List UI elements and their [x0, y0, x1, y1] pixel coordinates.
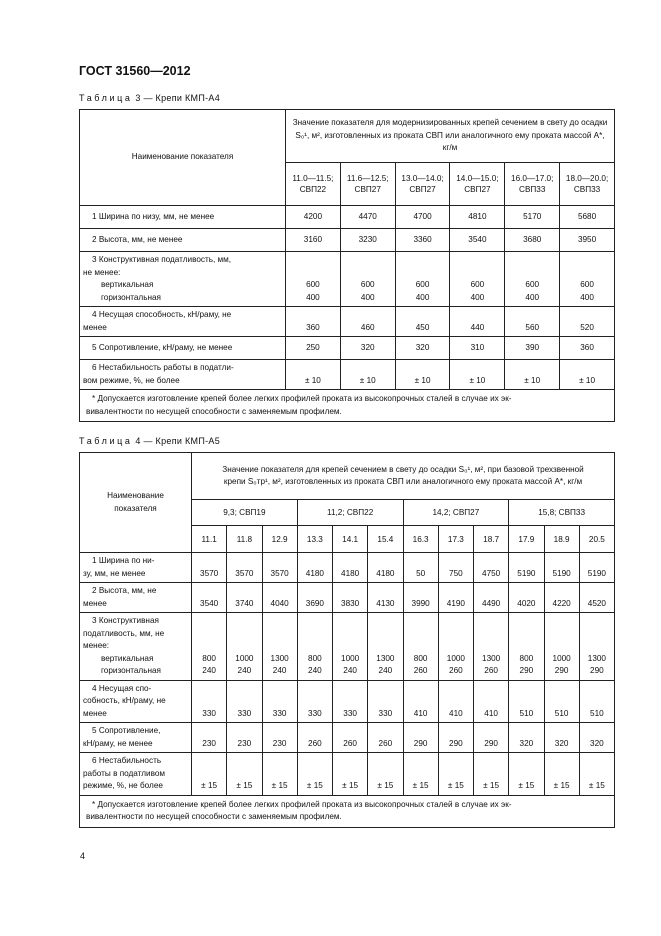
- table-cell: 4020: [509, 583, 544, 613]
- table-cell: 440: [450, 307, 505, 337]
- table-cell: 4190: [438, 583, 473, 613]
- table-cell: 4490: [474, 583, 509, 613]
- table4-group-header: 11,2; СВП22: [297, 500, 403, 526]
- row-label: 2 Высота, мм, не: [92, 586, 157, 595]
- table-cell: 320: [395, 337, 450, 360]
- row-label: менее:: [83, 641, 110, 650]
- table4-value-header: [192, 453, 615, 500]
- table4-col-header: 17.9: [509, 526, 544, 553]
- table-cell: 240: [237, 666, 252, 675]
- row-label: менее: [83, 598, 107, 608]
- table4-col-header: 12.9: [262, 526, 297, 553]
- table-cell: 320: [509, 723, 544, 753]
- table-cell: 260: [368, 723, 403, 753]
- table-row: [80, 229, 615, 252]
- table-cell: ± 15: [403, 753, 438, 796]
- table4-caption-number: 4: [135, 436, 141, 446]
- table4-caption: [79, 436, 220, 446]
- table3-caption-title: — Крепи КМП-А4: [143, 93, 221, 103]
- table-cell: 3570: [192, 553, 227, 583]
- table-cell: 290: [554, 666, 569, 675]
- table-cell: 1300: [376, 653, 395, 663]
- footnote: вивалентности по несущей способности с заменяемым профилем.: [86, 406, 342, 416]
- row-label: 3 Конструктивная податливость, мм,: [92, 255, 232, 264]
- table4-value-header-line: крепи S₀тр¹, м², изготовленных из проката СВП или аналогичного ему проката массой А*, кг/м: [223, 477, 583, 486]
- row-label: 2 Высота, мм, не менее: [92, 234, 183, 244]
- table4-group-header: 14,2; СВП27: [403, 500, 509, 526]
- table-cell: 400: [525, 292, 540, 302]
- table-cell: 3230: [340, 229, 395, 252]
- table-cell: 1300: [270, 653, 289, 663]
- table4-col-header: 14.1: [333, 526, 368, 553]
- table-cell: 3990: [403, 583, 438, 613]
- table-cell: 3830: [333, 583, 368, 613]
- table-cell: 600: [306, 280, 320, 289]
- table-cell: 310: [450, 337, 505, 360]
- table-cell: 240: [378, 666, 393, 675]
- table-cell: 1000: [341, 653, 360, 663]
- table-cell: ± 15: [474, 753, 509, 796]
- table-cell: 230: [192, 723, 227, 753]
- table-cell: 3950: [560, 229, 615, 252]
- table-cell: 290: [438, 723, 473, 753]
- row-sublabel: вертикальная: [101, 280, 154, 289]
- table-row: [80, 360, 615, 390]
- table4-name-header: [80, 453, 192, 553]
- table4-name-header-line: показателя: [114, 503, 157, 513]
- table-cell: 5190: [544, 553, 579, 583]
- table4-col-header: 11.1: [192, 526, 227, 553]
- table4-col-header: 13.3: [297, 526, 332, 553]
- table3-name-header: Наименование показателя: [80, 110, 286, 206]
- table-cell: 290: [474, 723, 509, 753]
- table-cell: ± 15: [368, 753, 403, 796]
- row-label: 5 Сопротивление,: [92, 726, 161, 735]
- table-cell: 240: [308, 666, 322, 675]
- table-cell: 800: [202, 653, 216, 663]
- table-cell: 510: [544, 680, 579, 723]
- row-label: менее: [83, 708, 107, 718]
- table-cell: 510: [579, 680, 614, 723]
- footnote: * Допускается изготовление крепей более легких профилей проката из высокопрочных сталей в случае их эк-: [92, 394, 512, 403]
- table-cell: 240: [272, 666, 287, 675]
- table-cell: 410: [474, 680, 509, 723]
- table-cell: 50: [403, 553, 438, 583]
- table-cell: 240: [343, 666, 357, 675]
- table-cell: 3690: [297, 583, 332, 613]
- row-label: 1 Ширина по ни-: [92, 556, 155, 565]
- table-cell: 360: [286, 307, 341, 337]
- table-cell: 510: [509, 680, 544, 723]
- row-label: режиме, %, не более: [83, 781, 163, 790]
- row-label: 3 Конструктивная: [92, 616, 159, 625]
- table-cell: 230: [262, 723, 297, 753]
- table-cell: 290: [403, 723, 438, 753]
- table4-col-header: 18.9: [544, 526, 579, 553]
- table-cell: 5170: [505, 206, 560, 229]
- table-cell: 400: [470, 292, 485, 302]
- table4-caption-label: Таблица: [79, 436, 133, 446]
- table-cell: 600: [580, 280, 594, 289]
- table-row: [80, 252, 615, 307]
- table-cell: 400: [580, 292, 594, 302]
- table3-col-header: 18.0—20.0; СВП33: [560, 163, 615, 206]
- table-cell: 1300: [482, 653, 501, 663]
- table-cell: 290: [519, 666, 534, 675]
- table-cell: 330: [368, 680, 403, 723]
- row-label: податливость, мм, не: [83, 628, 165, 638]
- table-cell: ± 15: [579, 753, 614, 796]
- table4-col-header: 16.3: [403, 526, 438, 553]
- table3-col-header: 13.0—14.0; СВП27: [395, 163, 450, 206]
- table-cell: 4200: [286, 206, 341, 229]
- table-cell: 800: [308, 653, 322, 663]
- table-cell: 400: [360, 292, 375, 302]
- table-cell: 240: [202, 666, 216, 675]
- table-cell: 3680: [505, 229, 560, 252]
- table-cell: ± 10: [560, 360, 615, 390]
- table-cell: ± 15: [544, 753, 579, 796]
- table-cell: 410: [438, 680, 473, 723]
- table-cell: 600: [470, 280, 485, 289]
- table-cell: 1000: [235, 653, 254, 663]
- row-label: 6 Нестабильность работы в податли-: [92, 363, 234, 372]
- table-cell: 330: [192, 680, 227, 723]
- table-cell: 330: [333, 680, 368, 723]
- table-cell: 5680: [560, 206, 615, 229]
- table-cell: 250: [286, 337, 341, 360]
- table-cell: 3540: [192, 583, 227, 613]
- table4-value-header-line: Значение показателя для крепей сечением в свету до осадки S₀¹, м², при базовой трехзвенной: [222, 464, 584, 474]
- row-label: 6 Нестабильность: [92, 756, 162, 765]
- row-sublabel: горизонтальная: [101, 666, 161, 675]
- table-cell: 260: [333, 723, 368, 753]
- table-cell: 4180: [368, 553, 403, 583]
- table-row: [80, 206, 615, 229]
- table-cell: 1000: [552, 653, 571, 663]
- table-row: [80, 337, 615, 360]
- table-cell: 320: [544, 723, 579, 753]
- table-row: [80, 680, 615, 723]
- table-cell: 450: [395, 307, 450, 337]
- page-number: 4: [80, 851, 86, 861]
- table-cell: 600: [415, 280, 430, 289]
- row-label: не менее:: [83, 267, 121, 277]
- table-cell: ± 15: [438, 753, 473, 796]
- table-row: [80, 723, 615, 753]
- footnote: * Допускается изготовление крепей более легких профилей проката из высокопрочных сталей в случае их эк-: [92, 799, 512, 809]
- table-cell: 3160: [286, 229, 341, 252]
- row-sublabel: вертикальная: [101, 653, 154, 663]
- table-cell: 1000: [446, 653, 465, 663]
- table-cell: ± 10: [505, 360, 560, 390]
- table-row: [80, 553, 615, 583]
- table-cell: 400: [306, 292, 320, 302]
- table-cell: 260: [449, 666, 463, 675]
- table-cell: 4040: [262, 583, 297, 613]
- footnote: вивалентности по несущей способности с заменяемым профилем.: [86, 812, 342, 821]
- table-cell: 3570: [262, 553, 297, 583]
- table-footnote-row: [80, 795, 615, 827]
- row-label: 1 Ширина по низу, мм, не менее: [92, 211, 215, 221]
- table-cell: 5190: [579, 553, 614, 583]
- row-label: работы в податливом: [83, 768, 166, 778]
- row-sublabel: горизонтальная: [101, 292, 161, 302]
- table-cell: 330: [227, 680, 262, 723]
- table4-col-header: 15.4: [368, 526, 403, 553]
- table-row: [80, 753, 615, 796]
- row-label: кН/раму, не менее: [83, 738, 153, 748]
- table-cell: 260: [413, 666, 428, 675]
- table-cell: 4180: [333, 553, 368, 583]
- table-cell: 4700: [395, 206, 450, 229]
- table-cell: 5190: [509, 553, 544, 583]
- row-label: 5 Сопротивление, кН/раму, не менее: [92, 342, 233, 352]
- table-row: [80, 613, 615, 681]
- table3-caption: [79, 93, 220, 103]
- table-cell: ± 10: [395, 360, 450, 390]
- row-label: менее: [83, 322, 107, 332]
- table4-caption-title: — Крепи КМП-А5: [143, 436, 221, 446]
- table-row: [80, 307, 615, 337]
- table-cell: 4750: [474, 553, 509, 583]
- table-cell: 410: [403, 680, 438, 723]
- table4-col-header: 11.8: [227, 526, 262, 553]
- table-cell: ± 15: [262, 753, 297, 796]
- table-footnote-row: [80, 390, 615, 422]
- table-cell: 390: [505, 337, 560, 360]
- table-cell: 4470: [340, 206, 395, 229]
- table-cell: 800: [519, 653, 534, 663]
- table3-caption-number: 3: [135, 93, 141, 103]
- table-header-row: [80, 110, 615, 163]
- table-cell: ± 15: [297, 753, 332, 796]
- table-cell: 330: [262, 680, 297, 723]
- table3-col-header: 14.0—15.0; СВП27: [450, 163, 505, 206]
- table-cell: 320: [340, 337, 395, 360]
- table4-group-header: 15,8; СВП33: [509, 500, 615, 526]
- table-cell: 3740: [227, 583, 262, 613]
- table-cell: ± 15: [192, 753, 227, 796]
- table-cell: 290: [590, 666, 604, 675]
- table-cell: ± 15: [509, 753, 544, 796]
- table-cell: 750: [438, 553, 473, 583]
- table-row: [80, 583, 615, 613]
- table-cell: 3540: [450, 229, 505, 252]
- table-cell: 4220: [544, 583, 579, 613]
- table-cell: ± 10: [286, 360, 341, 390]
- table-cell: 560: [505, 307, 560, 337]
- row-label: 4 Несущая способность, кН/раму, не: [92, 310, 232, 319]
- table-cell: 800: [413, 653, 428, 663]
- table-cell: 1300: [587, 653, 606, 663]
- table-cell: 460: [340, 307, 395, 337]
- row-label: собность, кН/раму, не: [83, 696, 166, 705]
- table4-col-header: 17.3: [438, 526, 473, 553]
- table-cell: 260: [484, 666, 498, 675]
- table-cell: 600: [525, 280, 540, 289]
- table4-group-header: 9,3; СВП19: [192, 500, 298, 526]
- table-cell: 400: [415, 292, 430, 302]
- table3-col-header: 16.0—17.0; СВП33: [505, 163, 560, 206]
- table-cell: 260: [297, 723, 332, 753]
- document-header: ГОСТ 31560—2012: [79, 64, 191, 78]
- table-header-row: [80, 453, 615, 500]
- table-cell: 320: [579, 723, 614, 753]
- table3-col-header: 11.0—11.5; СВП22: [286, 163, 341, 206]
- table-cell: 4130: [368, 583, 403, 613]
- table4-name-header-line: Наименование: [107, 491, 164, 500]
- table-cell: 4180: [297, 553, 332, 583]
- table-cell: 3360: [395, 229, 450, 252]
- row-label: зу, мм, не менее: [83, 568, 146, 578]
- table-cell: ± 15: [227, 753, 262, 796]
- table-cell: ± 10: [340, 360, 395, 390]
- table-cell: 360: [560, 337, 615, 360]
- table-cell: 520: [560, 307, 615, 337]
- table3: [79, 109, 615, 422]
- table-cell: 4810: [450, 206, 505, 229]
- table-cell: ± 15: [333, 753, 368, 796]
- table-cell: 3570: [227, 553, 262, 583]
- row-label: вом режиме, %, не более: [83, 375, 180, 385]
- table3-caption-label: Таблица: [79, 93, 133, 103]
- table4-col-header: 20.5: [579, 526, 614, 553]
- table-cell: 600: [360, 280, 375, 289]
- table-cell: 230: [227, 723, 262, 753]
- table4: [79, 452, 615, 828]
- table4-col-header: 18.7: [474, 526, 509, 553]
- table3-value-header: Значение показателя для модернизированных крепей сечением в свету до осадки S₀¹, м², изготовленных из проката СВП или аналогичного ему проката массой А*, кг/м: [286, 110, 615, 163]
- table-cell: 4520: [579, 583, 614, 613]
- table3-col-header: 11.6—12.5; СВП27: [340, 163, 395, 206]
- table-cell: 330: [297, 680, 332, 723]
- row-label: 4 Несущая спо-: [92, 683, 152, 693]
- table-cell: ± 10: [450, 360, 505, 390]
